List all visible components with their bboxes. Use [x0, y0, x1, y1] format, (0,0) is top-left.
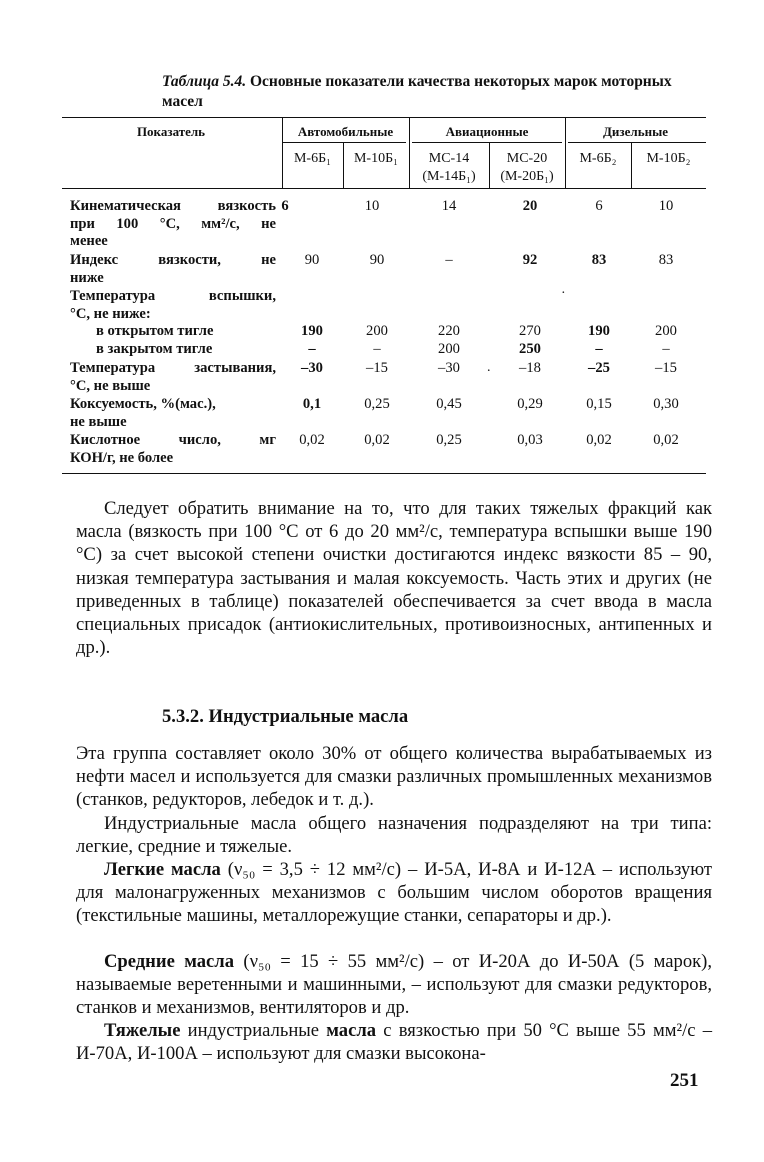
table-cell: 0,25	[364, 396, 390, 412]
table-cell: 90	[304, 252, 320, 268]
table-cell: –15	[366, 360, 388, 376]
table-cell: 200	[655, 323, 677, 339]
row-label-coking	[70, 396, 276, 431]
table-cell: 14	[441, 198, 457, 214]
table-cell: –	[308, 341, 316, 357]
row-label-line: Температура застывания,	[70, 360, 276, 376]
table-cell: 92	[522, 252, 538, 268]
table-top-rule	[62, 117, 706, 118]
table-cell: 220	[438, 323, 460, 339]
row-label-flash-point	[70, 288, 276, 323]
table-cell: 0,03	[517, 432, 543, 448]
header-col-3: МС-14	[428, 151, 470, 166]
row-label-line: КОН/г, не более	[70, 449, 174, 466]
table-cell: 190	[301, 323, 323, 339]
table-cell: –	[662, 341, 670, 357]
table-cell: 10	[658, 198, 674, 214]
body-paragraph-medium-oils	[76, 950, 712, 1020]
table-cell: 83	[658, 252, 674, 268]
table-cell: 0,02	[299, 432, 325, 448]
header-col-1: М-6Б₁	[293, 151, 332, 166]
print-speck: .	[487, 360, 491, 375]
header-col-5: М-6Б₂	[579, 151, 617, 166]
table-cell: 0,1	[302, 396, 322, 412]
row-label-line: в закрытом тигле	[96, 341, 213, 357]
page-number: 251	[670, 1070, 699, 1091]
group-underline-avia	[412, 142, 562, 143]
row-label-line: ниже	[70, 269, 104, 286]
header-group-avia: Авиационные	[445, 124, 529, 139]
row-label-acid-number	[70, 432, 276, 467]
table-cell: –18	[519, 360, 541, 376]
table-caption-text: Основные показатели качества некоторых марок моторных масел	[162, 73, 672, 110]
header-col-2: М-10Б₁	[353, 151, 399, 166]
table-cell: 6	[281, 198, 289, 214]
term-medium-oils: Средние масла	[104, 951, 235, 972]
paragraph-text: с вязкостью при 50 °С выше 55 мм²/с – И-70А, И-100А – используют для смазки высокона-	[76, 1020, 712, 1065]
table-cell: 200	[366, 323, 388, 339]
table-cell: 20	[522, 198, 538, 214]
table-cell: –25	[588, 360, 610, 376]
table-caption-label: Таблица 5.4.	[162, 73, 247, 90]
table-cell: 6	[595, 198, 603, 214]
row-label-closed-cup	[70, 341, 276, 359]
table-cell: 90	[369, 252, 385, 268]
table-cell: 0,15	[586, 396, 612, 412]
row-label-viscosity	[70, 198, 276, 251]
term-light-oils: Легкие масла	[104, 859, 221, 880]
table-cell: 10	[364, 198, 380, 214]
header-parameter: Показатель	[136, 124, 206, 139]
term-heavy: Тяжелые	[104, 1020, 181, 1041]
table-cell: –15	[655, 360, 677, 376]
group-underline-auto	[282, 142, 406, 143]
table-cell: 270	[519, 323, 541, 339]
row-label-line: Кинематическая вязкость	[70, 198, 276, 214]
row-label-line: в открытом тигле	[96, 323, 214, 339]
row-label-open-cup	[70, 323, 276, 341]
header-col-4-sub: (М-20Б₁)	[500, 169, 554, 184]
table-cell: 0,30	[653, 396, 679, 412]
table-cell: 0,45	[436, 396, 462, 412]
row-label-line: менее	[70, 233, 108, 249]
paragraph-text: (ν₅₀ = 3,5 ÷ 12 мм²/с) – И-5А, И-8А и И-12А – используют для малонагруженных механизмов с большим числом оборотов вращения (текстильные машины, металлорежущие станки, сепараторы и др.).	[76, 859, 713, 927]
group-underline-diesel	[568, 142, 706, 143]
row-label-pour-point	[70, 360, 276, 395]
paragraph-text: индустриальные	[180, 1020, 327, 1041]
table-bottom-rule	[62, 473, 706, 474]
paragraph-text: (ν₅₀ = 15 ÷ 55 мм²/с) – от И-20А до И-50А (5 марок), называемые веретенными и машинными, – используют для смазки редукторов, станков и механизмов, вентиляторов и др.	[76, 951, 713, 1019]
row-label-line: не выше	[70, 413, 127, 430]
print-speck: ·	[561, 286, 566, 301]
header-group-diesel: Дизельные	[602, 124, 668, 139]
body-paragraph: Индустриальные масла общего назначения подразделяют на три типа: легкие, средние и тяжелые.	[76, 813, 712, 858]
table-cell: –30	[438, 360, 460, 376]
table-cell: 0,29	[517, 396, 543, 412]
table-cell: 83	[591, 252, 607, 268]
header-col-3-sub: (М-14Б₁)	[422, 169, 476, 184]
table-cell: 0,02	[586, 432, 612, 448]
header-group-auto: Автомобильные	[297, 124, 394, 139]
row-label-line: °С, не выше	[70, 377, 151, 394]
row-label-line: °С, не ниже:	[70, 305, 151, 322]
section-heading: 5.3.2. Индустриальные масла	[162, 706, 409, 727]
table-cell: –	[445, 252, 453, 268]
body-paragraph-light-oils	[76, 858, 712, 928]
body-paragraph: Следует обратить внимание на то, что для таких тяжелых фракций как масла (вязкость при 100 °С от 6 до 20 мм²/с, температура вспышки выше 190 °С) за счет высокой степени очистки достигаются индекс вязкости 85 – 90, низкая температура застывания и малая коксуемость. Часть этих и других (не приведенных в таблице) показателей обеспечивается за счет ввода в масла специальных присадок (антиокислительных, противоизносных, антипенных и др.).	[76, 498, 712, 659]
row-label-line: Кислотное число, мг	[70, 432, 276, 448]
table-cell: 200	[438, 341, 460, 357]
table-cell: 0,25	[436, 432, 462, 448]
row-label-line: Индекс вязкости, не	[70, 252, 276, 268]
body-paragraph: Эта группа составляет около 30% от общего количества вырабатываемых из нефти масел и используется для смазки различных промышленных механизмов (станков, редукторов, лебедок и т. д.).	[76, 743, 712, 811]
header-col-4: МС-20	[506, 151, 548, 166]
table-cell: –	[373, 341, 381, 357]
row-label-line: Температура вспышки,	[70, 288, 276, 304]
table-cell: 0,02	[653, 432, 679, 448]
table-cell: 0,02	[364, 432, 390, 448]
table-caption	[162, 72, 702, 112]
body-paragraph-heavy-oils	[76, 1019, 712, 1065]
table-cell: –30	[301, 360, 323, 376]
header-col-6: М-10Б₂	[646, 151, 691, 166]
table-cell: 190	[588, 323, 610, 339]
row-label-line: при 100 °С, мм²/с, не	[70, 215, 276, 232]
table-header-rule	[62, 188, 706, 189]
table-cell: –	[595, 341, 603, 357]
row-label-line: Коксуемость, %(мас.),	[70, 396, 216, 412]
term-oils: масла	[326, 1020, 377, 1041]
table-cell: 250	[519, 341, 541, 357]
row-label-viscosity-index	[70, 252, 276, 287]
